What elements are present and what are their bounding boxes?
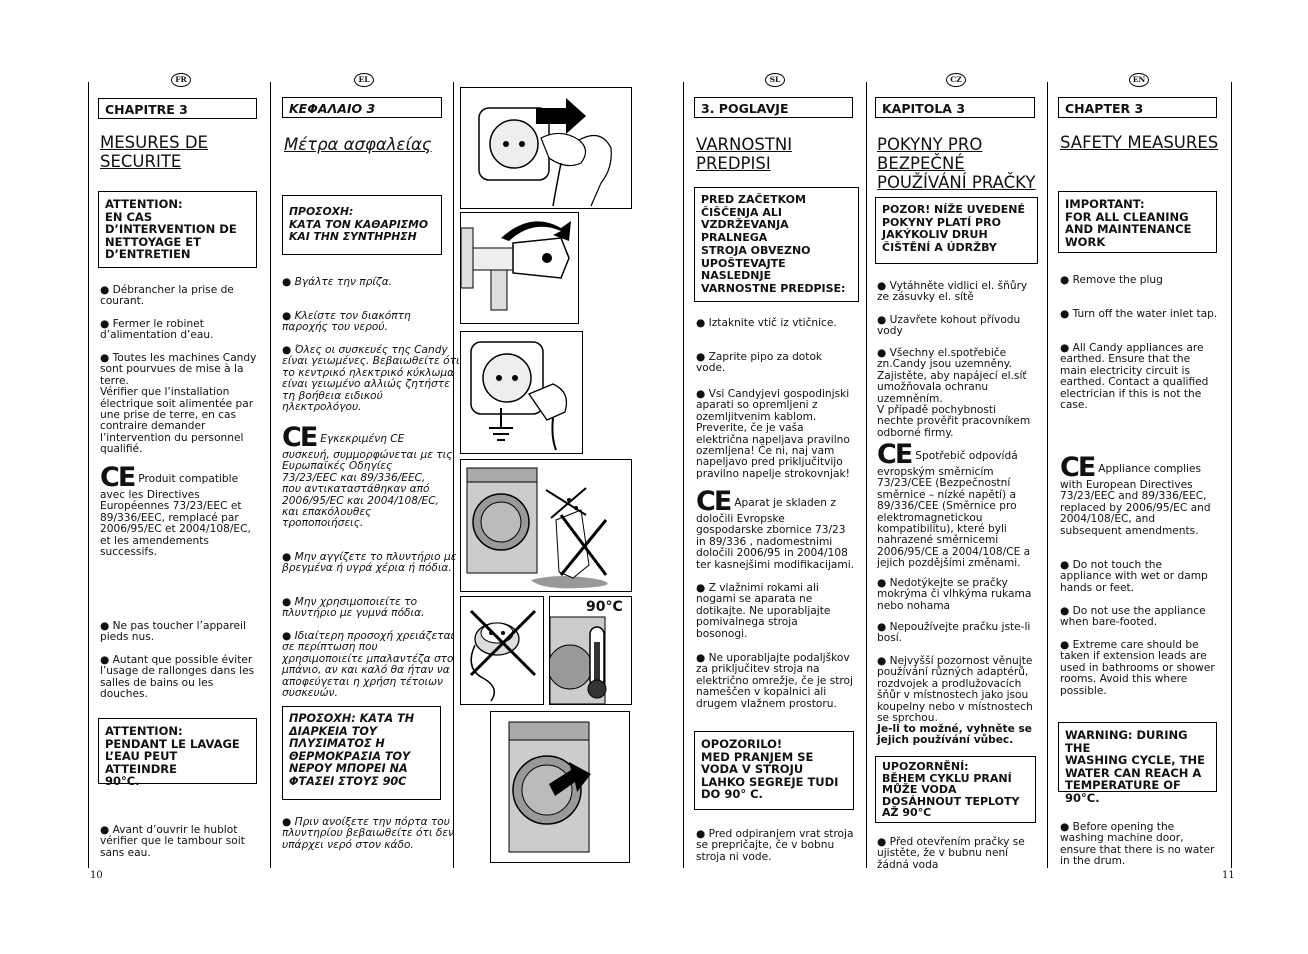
separator-fr-el <box>270 82 271 868</box>
ce-paragraph-cz <box>877 439 1031 570</box>
paragraph-el-4: ● Μην αγγίζετε το πλυντήριο με βρεγμένα ή υγρά χέρια ή πόδια. <box>282 551 457 575</box>
paragraph-el-6: ● Ιδιαίτερη προσοχή χρειάζεται σε περίπτωση που χρησιμοποιείτε μπαλαντέζα στο μπάνιο, αν και καλό θα ήταν να αποφεύγεται η χρήση τέτοιων συσκευών. <box>282 630 455 700</box>
washing-machine-icon <box>461 460 631 591</box>
ce-text-el: Εγκεκριμένη CE συσκευή, συμμορφώνεται με τις Ευρωπαϊκές Οδηγίες 73/23/EEC και 89/336/EEC, που αντικαταστάθηκαν από 2006/95/EC και 2004/108/EC, και επακόλουθες τροποποιήσεις. <box>282 433 453 530</box>
chapter-heading-sl: 3. POGLAVJE <box>694 97 853 118</box>
separator-sl-cz <box>866 82 867 868</box>
paragraph-fr-4: ● Ne pas toucher l’appareil pieds nus. <box>100 620 246 644</box>
section-title-el: Μέτρα ασφαλείας <box>284 135 432 154</box>
language-badge-fr: FR <box>171 73 191 87</box>
paragraph-fr-2: ● Fermer le robinet d’alimentation d’eau. <box>100 318 214 342</box>
chapter-heading-fr: CHAPITRE 3 <box>98 98 257 119</box>
warning-box-sl: OPOZORILO! MED PRANJEM SE VODA V STROJU LAHKO SEGREJE TUDI DO 90° C. <box>694 731 854 810</box>
paragraph-cz-6-emphasis: Je-li to možné, vyhněte se jejich používání vůbec. <box>877 723 1032 747</box>
section-title-en: SAFETY MEASURES <box>1060 133 1219 152</box>
paragraph-el-3: ● Όλες οι συσκευές της Candy είναι γειωμένες. Βεβαιωθείτε ότι το κεντρικό ηλεκτρικό κύκλωμα είναι γειωμένο αλλιώς ζητήστε τη βοήθεια ειδικού ηλεκτρολόγου. <box>282 344 460 414</box>
paragraph-cz-1: ● Vytáhněte vidlici el. šňůry ze zásuvky el. sítě <box>877 280 1028 304</box>
attention-box-en: IMPORTANT: FOR ALL CLEANING AND MAINTENANCE WORK <box>1058 191 1217 253</box>
paragraph-sl-1: ● Iztaknite vtič iz vtičnice. <box>696 317 837 329</box>
paragraph-fr-5: ● Autant que possible éviter l’usage de rallonges dans les salles de bains ou les douches. <box>100 654 255 701</box>
attention-box-cz: POZOR! NÍŽE UVEDENÉ POKYNY PLATÍ PRO JAKÝKOLIV DRUH ČIŠTĚNÍ A ÚDRŽBY <box>875 197 1038 264</box>
paragraph-el-1: ● Βγάλτε την πρίζα. <box>282 276 393 288</box>
separator-left-edge <box>88 82 89 868</box>
paragraph-cz-6: ● Nejvyšší pozornost věnujte používání různých adaptérů, rozdvojek a prodlužovacích šňůr v místnostech jako jsou koupelny nebo v místnostech se sprchou. <box>877 655 1033 725</box>
attention-box-fr: ATTENTION: EN CAS D’INTERVENTION DE NETTOYAGE ET D’ENTRETIEN <box>98 191 257 268</box>
separator-cz-en <box>1047 82 1048 868</box>
chapter-heading-cz: KAPITOLA 3 <box>875 97 1035 118</box>
paragraph-en-1: ● Remove the plug <box>1060 274 1163 286</box>
section-title-sl: VARNOSTNI PREDPISI <box>696 135 793 173</box>
section-title-fr: MESURES DE SECURITE <box>100 133 208 171</box>
ce-paragraph-fr <box>100 462 251 559</box>
page-number-right: 11 <box>1222 870 1235 881</box>
water-tap-icon <box>461 213 578 323</box>
paragraph-en-6: ● Extreme care should be taken if extension leads are used in bathrooms or shower rooms. Avoid this where possible. <box>1060 639 1215 697</box>
paragraph-el-5: ● Μην χρησιμοποιείτε το πλυντήριο με γυμνά πόδια. <box>282 596 425 620</box>
paragraph-en-7: ● Before opening the washing machine door, ensure that there is no water in the drum. <box>1060 821 1215 868</box>
ce-paragraph-sl <box>696 486 855 571</box>
paragraph-el-2: ● Κλείστε τον διακόπτη παροχής του νερού. <box>282 310 411 334</box>
paragraph-en-2: ● Turn off the water inlet tap. <box>1060 308 1218 320</box>
extension-lead-icon <box>461 597 543 704</box>
language-badge-cz: CZ <box>946 73 966 87</box>
separator-right-edge <box>1231 82 1232 868</box>
paragraph-sl-5: ● Ne uporabljajte podaljškov za priključitev stroja na električno omrežje, če je stroj nameščen v kopalnici ali drugem vlažnem prostoru. <box>696 652 853 710</box>
illustration-door-check <box>490 711 630 863</box>
language-badge-el: EL <box>354 73 374 87</box>
ce-paragraph-en <box>1060 452 1211 537</box>
paragraph-sl-2: ● Zaprite pipo za dotok vode. <box>696 351 823 375</box>
ce-mark-icon: CE <box>282 422 317 453</box>
paragraph-cz-2: ● Uzavřete kohout přívodu vody <box>877 314 1021 338</box>
ce-text-fr: Produit compatible avec les Directives Européennes 73/23/EEC et 89/336/EEC, remplacé par 2006/95/EC et 2004/108/EC, et les amendements successifs. <box>100 473 251 559</box>
ce-mark-icon: CE <box>696 486 731 517</box>
ce-paragraph-el <box>282 422 453 530</box>
chapter-heading-en: CHAPTER 3 <box>1058 97 1217 118</box>
separator-ill-sl <box>683 82 684 868</box>
ce-mark-icon: CE <box>877 439 912 470</box>
paragraph-cz-4: ● Nedotýkejte se pračky mokrýma či vlhkýma rukama nebo nohama <box>877 577 1032 612</box>
earth-socket-icon <box>461 332 582 453</box>
washing-machine-door-icon <box>491 712 629 862</box>
illustration-temperature <box>549 596 632 705</box>
paragraph-fr-1: ● Débrancher la prise de courant. <box>100 284 234 308</box>
paragraph-el-7: ● Πριν ανοίξετε την πόρτα του πλυντηρίου βεβαιωθείτε ότι δεν υπάρχει νερό στον κάδο. <box>282 816 454 851</box>
paragraph-sl-3: ● Vsi Candyjevi gospodinjski aparati so opremljeni z ozemljitvenim kablom. Preverite, če je vaša električna napeljava pravilno ozemljena! Če ni, naj vam napeljavo pred priključitvijo pravilno napelje strokovnjak! <box>696 388 850 480</box>
ce-mark-icon: CE <box>100 462 135 493</box>
illustration-wet-hands <box>460 459 632 592</box>
ce-text-sl: Aparat je skladen z določili Evropske gospodarske zbornice 73/23 in 89/336 , nadomestnimi določili 2006/95 in 2004/108 ter kasnejšimi modifikacijami. <box>696 497 855 571</box>
paragraph-cz-5: ● Nepoužívejte pračku jste-li bosí. <box>877 621 1031 645</box>
attention-box-sl: PRED ZAČETKOM ČIŠČENJA ALI VZDRŽEVANJA PRALNEGA STROJA OBVEZNO UPOŠTEVAJTE NASLEDNJE VARNOSTNE PREDPISE: <box>694 187 859 302</box>
ce-text-en: Appliance complies with European Directives 73/23/EEC and 89/336/EEC, replaced by 2006/95/EC and 2004/108/EC, and subsequent amendments. <box>1060 463 1211 537</box>
page-number-left: 10 <box>90 870 103 881</box>
language-badge-en: EN <box>1129 73 1149 87</box>
illustration-earthing <box>460 331 583 454</box>
warning-box-cz: UPOZORNĚNÍ: BĚHEM CYKLU PRANÍ MŮŽE VODA DOSÁHNOUT TEPLOTY AŽ 90°C <box>875 756 1036 823</box>
paragraph-fr-3: ● Toutes les machines Candy sont pourvues de mise à la terre. Vérifier que l’installation électrique soit alimentée par une prise de terre, en cas contraire demander l’intervention du personnel qualifié. <box>100 352 257 456</box>
ce-mark-icon: CE <box>1060 452 1095 483</box>
paragraph-fr-6: ● Avant d’ouvrir le hublot vérifier que le tambour soit sans eau. <box>100 824 245 859</box>
paragraph-en-4: ● Do not touch the appliance with wet or damp hands or feet. <box>1060 559 1208 594</box>
section-title-cz: POKYNY PRO BEZPEČNÉ POUŽÍVÁNÍ PRAČKY <box>877 135 1036 192</box>
paragraph-cz-3: ● Všechny el.spotřebiče zn.Candy jsou uzemněny. Zajistěte, aby napájecí el.síť umožňovala ochranu uzemněním. V případě pochybnosti nechte prověřit pracovníkem odborné firmy. <box>877 347 1031 439</box>
language-badge-sl: SL <box>765 73 785 87</box>
chapter-heading-el: ΚΕΦΑΛΑΙΟ 3 <box>282 97 442 118</box>
illustration-extension-lead <box>460 596 544 705</box>
attention-box-el: ΠΡΟΣΟΧΗ: ΚΑΤΑ ΤΟΝ ΚΑΘΑΡΙΣΜΟ ΚΑΙ ΤΗΝ ΣΥΝΤΗΡΗΣΗ <box>282 195 442 255</box>
temperature-label: 90°C <box>586 599 623 615</box>
ce-text-cz: Spotřebič odpovídá evropským směrnicím 73/23/CEE (Bezpečnostní směrnice – nízké napětí) a 89/336/CEE (Směrnice pro elektromagnetickou kompatibilitu), které byli nahrazené směrnicemi 2006/95/CE a 2004/108/CE a jejich pozdějšími změnami. <box>877 450 1031 570</box>
warning-box-fr: ATTENTION: PENDANT LE LAVAGE L’EAU PEUT ATTEINDRE 90°C. <box>98 718 257 784</box>
warning-box-el: ΠΡΟΣΟΧΗ: ΚΑΤΑ ΤΗ ΔΙΑΡΚΕΙΑ ΤΟΥ ΠΛΥΣΙΜΑΤΟΣ Η ΘΕΡΜΟΚΡΑΣΙΑ ΤΟΥ ΝΕΡΟΥ ΜΠΟΡΕΙ ΝΑ ΦΤΑΣΕΙ ΣΤΟΥΣ 90C <box>282 706 441 800</box>
separator-el-ill <box>453 82 454 868</box>
paragraph-cz-7: ● Před otevřením pračky se ujistěte, že v bubnu není žádná voda <box>877 836 1025 871</box>
paragraph-en-5: ● Do not use the appliance when bare-footed. <box>1060 605 1206 629</box>
paragraph-sl-6: ● Pred odpiranjem vrat stroja se prepričajte, če v bobnu stroja ni vode. <box>696 828 854 863</box>
warning-box-en: WARNING: DURING THE WASHING CYCLE, THE WATER CAN REACH A TEMPERATURE OF 90°C. <box>1058 722 1217 792</box>
paragraph-en-3: ● All Candy appliances are earthed. Ensure that the main electricity circuit is earthed. Contact a qualified electrician if this is not the case. <box>1060 342 1209 412</box>
illustration-close-tap <box>460 212 579 324</box>
unplug-icon <box>461 88 631 208</box>
illustration-unplug <box>460 87 632 209</box>
paragraph-sl-4: ● Z vlažnimi rokami ali nogami se aparata ne dotikajte. Ne uporabljajte pomivalnega stroja bosonogi. <box>696 582 831 640</box>
